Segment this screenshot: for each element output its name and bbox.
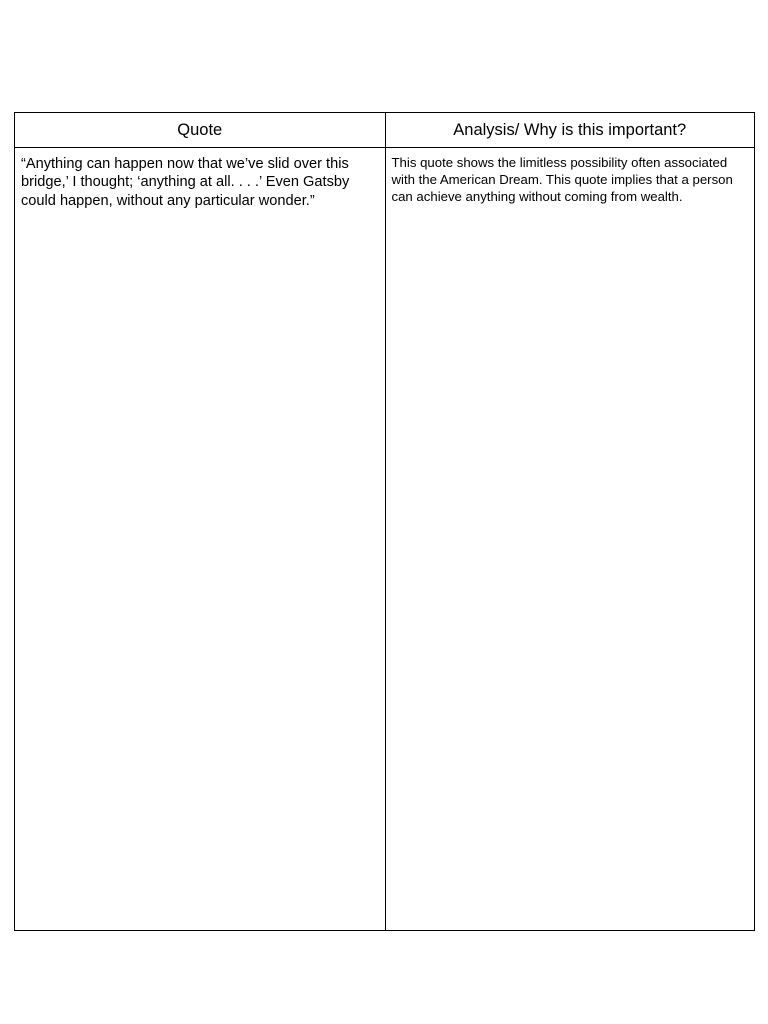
quote-analysis-table [14, 112, 755, 931]
analysis-text: This quote shows the limitless possibility often associated with the American Dream. This quote implies that a person can achieve anything without coming from wealth. [391, 155, 733, 204]
quote-text: “Anything can happen now that we’ve slid over this bridge,’ I thought; ‘anything at all. . . .’ Even Gatsby could happen, without any particular wonder.” [21, 156, 350, 209]
table-row [15, 148, 755, 931]
table-header-row [15, 113, 755, 148]
quote-column-header: Quote [15, 113, 386, 148]
analysis-column-header: Analysis/ Why is this important? [385, 113, 755, 148]
quote-cell [15, 148, 386, 931]
analysis-cell [385, 148, 755, 931]
